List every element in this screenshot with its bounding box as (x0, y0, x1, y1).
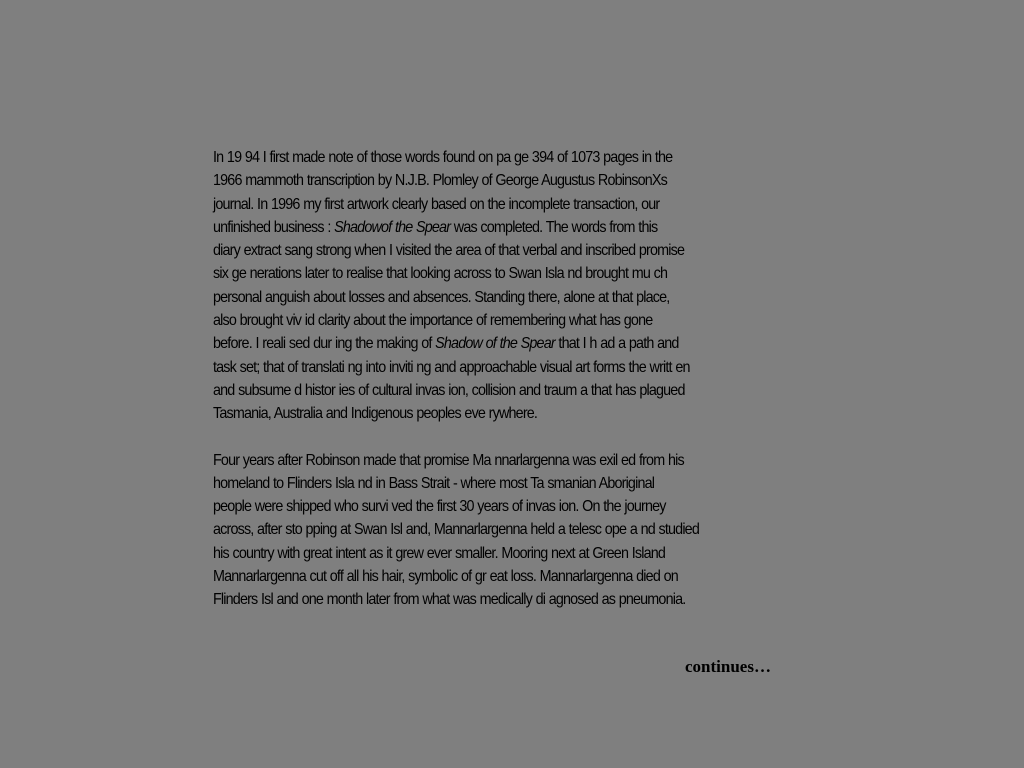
text-line (213, 356, 811, 379)
text-segment: homeland to Flinders Isla nd in Bass Strait - where most Ta smanian Aboriginal (213, 474, 655, 492)
text-line (213, 495, 811, 518)
text-segment: journal. In 1996 my first artwork clearly based on the incomplete transaction, our (213, 195, 660, 213)
text-segment: that I h ad a path and (554, 335, 679, 353)
text-segment: also brought viv id clarity about the importance of remembering what has gone (213, 312, 653, 330)
text-line (213, 262, 811, 285)
paragraph (213, 449, 811, 612)
text-segment: his country with great intent as it grew ever smaller. Mooring next at Green Island (213, 544, 666, 562)
text-line (213, 239, 811, 262)
text-line (213, 332, 811, 355)
text-segment: 1966 mammoth transcription by N.J.B. Plomley of George Augustus RobinsonXs (213, 172, 668, 190)
text-line (213, 472, 811, 495)
text-segment: was completed. The words from this (450, 218, 658, 236)
text-line (213, 309, 811, 332)
text-line (213, 449, 811, 472)
text-block (213, 146, 813, 612)
title-italic: Shadow of the Spear (435, 335, 555, 353)
text-segment: Mannarlargenna cut off all his hair, symbolic of gr eat loss. Mannarlargenna died on (213, 568, 678, 586)
text-segment: task set; that of translati ng into inviti ng and approachable visual art forms the writt en (213, 358, 690, 376)
text-segment: personal anguish about losses and absences. Standing there, alone at that place, (213, 288, 670, 306)
text-segment: Flinders Isl and one month later from what was medically di agnosed as pneumonia. (213, 591, 686, 609)
text-line (213, 588, 811, 611)
text-segment: people were shipped who survi ved the first 30 years of invas ion. On the journey (213, 498, 666, 516)
text-segment: unfinished business : (213, 218, 335, 236)
text-segment: before. I reali sed dur ing the making of (213, 335, 436, 353)
text-line (213, 402, 811, 425)
text-segment: In 19 94 I first made note of those words found on pa ge 394 of 1073 pages in the (213, 149, 673, 166)
text-segment: six ge nerations later to realise that looking across to Swan Isla nd brought mu ch (213, 265, 668, 283)
text-line (213, 542, 811, 565)
paragraph (213, 146, 811, 426)
text-line (213, 565, 811, 588)
text-segment: diary extract sang strong when I visited the area of that verbal and inscribed promise (213, 242, 685, 260)
text-line (213, 518, 811, 541)
text-segment: Four years after Robinson made that promise Ma nnarlargenna was exil ed from his (213, 451, 684, 469)
text-segment: Tasmania, Australia and Indigenous peoples eve rywhere. (213, 405, 538, 423)
text-line (213, 379, 811, 402)
title-italic: Shadowof the Spear (334, 218, 451, 236)
continues-label: continues… (685, 657, 771, 676)
text-line (213, 146, 811, 169)
text-line (213, 286, 811, 309)
text-line (213, 193, 811, 216)
text-line (213, 169, 811, 192)
text-segment: and subsume d histor ies of cultural invas ion, collision and traum a that has plagued (213, 381, 685, 399)
text-line (213, 216, 811, 239)
text-segment: across, after sto pping at Swan Isl and, Mannarlargenna held a telesc ope a nd studied (213, 521, 699, 539)
